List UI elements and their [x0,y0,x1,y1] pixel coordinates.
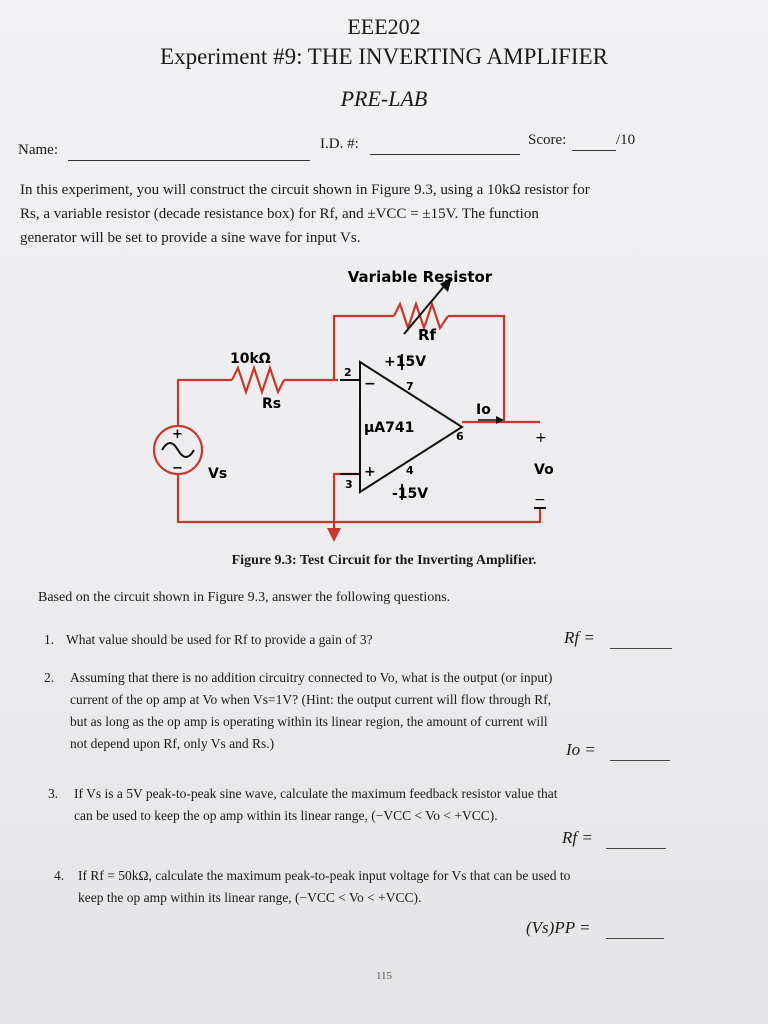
question-1-line: What value should be used for Rf to provide a gain of 3? [66,632,373,647]
answer-2-label: Io = [566,740,596,759]
rs-value-label: 10kΩ [230,351,271,367]
answer-1-label: Rf = [564,628,595,647]
pin2-label: 2 [344,366,352,379]
question-3-number: 3. [48,786,59,801]
question-4-line: keep the op amp within its linear range, (−VCC < Vo < +VCC). [78,890,422,905]
resistor-rs [232,368,284,392]
pin7-label: 7 [406,380,414,393]
variable-resistor-label: Variable Resistor [347,268,493,286]
pin3-label: 3 [345,478,353,491]
question-4-line: If Rf = 50kΩ, calculate the maximum peak-to-peak input voltage for Vs that can be used to [78,868,571,883]
answer-4-label: (Vs)PP = [526,918,591,937]
question-2-line: but as long as the op amp is operating within its linear region, the amount of current will [70,714,548,729]
io-label: Io [476,402,491,418]
opamp-part-label: µA741 [364,420,415,436]
question-3-line: If Vs is a 5V peak-to-peak sine wave, calculate the maximum feedback resistor value that [74,786,558,801]
instructions-text: Based on the circuit shown in Figure 9.3, answer the following questions. [38,590,451,605]
source-minus-sign: − [172,461,183,476]
source-plus-sign: + [172,427,183,442]
experiment-title: Experiment #9: THE INVERTING AMPLIFIER [160,44,608,69]
intro-paragraph [20,178,700,250]
answer-2-field[interactable] [610,760,670,761]
score-label: Score: [528,132,567,148]
question-3-line: can be used to keep the op amp within its linear range, (−VCC < Vo < +VCC). [74,808,498,823]
intro-line-3: generator will be set to provide a sine wave for input Vs. [20,230,361,246]
question-4-number: 4. [54,868,65,883]
sine-symbol [162,443,194,457]
score-total: /10 [616,132,636,148]
vplus-supply-label: +15V [384,354,427,370]
noninverting-sign: + [364,464,376,480]
vo-plus-sign: + [535,430,547,446]
answer-3-label: Rf = [562,828,593,847]
question-2-line: not depend upon Rf, only Vs and Rs.) [70,736,275,751]
intro-line-1: In this experiment, you will construct the circuit shown in Figure 9.3, using a 10kΩ resistor for [20,182,590,198]
vs-label: Vs [208,466,228,482]
vo-label: Vo [534,462,554,478]
wire-node-to-feedback [334,316,394,380]
answer-1-field[interactable] [610,648,672,649]
vo-minus-sign: − [534,492,546,508]
page-number: 115 [375,970,393,982]
name-label: Name: [18,142,58,158]
figure-caption: Figure 9.3: Test Circuit for the Inverting Amplifier. [231,553,537,568]
name-field[interactable] [68,160,310,161]
question-2-number: 2. [44,670,55,685]
inverting-amplifier-circuit [0,260,768,550]
vminus-supply-label: -15V [392,486,429,502]
id-field[interactable] [370,154,520,155]
question-3 [74,783,674,827]
pin6-label: 6 [456,430,464,443]
rf-label: Rf [418,326,437,344]
wire-rs-left [178,380,232,425]
question-2-line: Assuming that there is no addition circuitry connected to Vo, what is the output (or input) [70,670,553,685]
answer-3-field[interactable] [606,848,666,849]
pin4-label: 4 [406,464,414,477]
question-2-line: current of the op amp at Vo when Vs=1V? (Hint: the output current will flow through Rf, [70,692,552,707]
intro-line-2: Rs, a variable resistor (decade resistance box) for Rf, and ±VCC = ±15V. The function [20,206,539,222]
rs-label: Rs [262,396,282,412]
resistor-rf [394,304,448,328]
prelab-subtitle: PRE-LAB [340,86,428,111]
answer-4-field[interactable] [606,938,664,939]
course-code: EEE202 [347,14,421,39]
question-1 [66,629,546,651]
question-4 [78,865,678,909]
score-field[interactable] [572,150,616,151]
id-label: I.D. #: [320,136,359,152]
question-1-number: 1. [44,632,55,647]
inverting-sign: − [364,376,376,392]
ground-arrow [327,528,341,542]
